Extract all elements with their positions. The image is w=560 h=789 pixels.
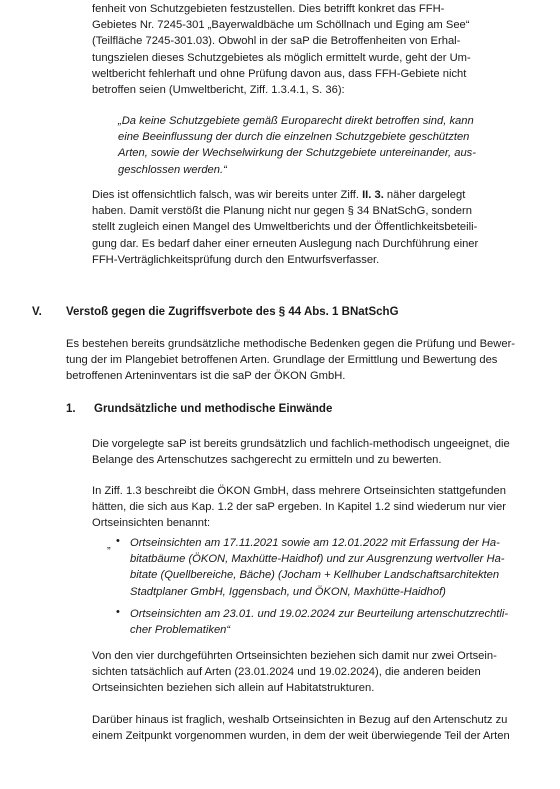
text-line: Ortseinsichten benannt:: [92, 517, 211, 530]
text-line: Gebietes Nr. 7245-301 „Bayerwaldbäche um Schöllnach und Eging am See“: [92, 19, 470, 32]
text-line: gung dar. Es bedarf daher einer erneuten Auslegung nach Durchführung einer: [92, 237, 479, 250]
text-line: stellt zugleich einen Mangel des Umweltberichts und der Öffentlichkeitsbeteili-: [92, 221, 478, 234]
text-line: betroffenen Arteninventars ist die saP der ÖKON GmbH.: [66, 370, 346, 383]
text-line: haben. Damit verstößt die Planung nicht nur gegen § 34 BNatSchG, sondern: [92, 205, 472, 218]
text-segment: Dies ist offensichtlich falsch, was wir bereits unter Ziff.: [92, 189, 363, 201]
blockquote-umweltbericht: [118, 113, 506, 178]
paragraph-ffh-gebiet: [92, 1, 516, 98]
text-line: Von den vier durchgeführten Ortseinsichten beziehen sich damit nur zwei Ortsein-: [92, 650, 497, 662]
bullet-line: Ortseinsichten am 23.01. und 19.02.2024 zur Beurteilung artenschutzrechtli-: [130, 608, 509, 620]
section-number: V.: [32, 306, 42, 318]
text-line: tung der im Plangebiet betroffenen Arten. Grundlage der Ermittlung und Bewertung des: [66, 354, 498, 367]
quote-line: „Da keine Schutzgebiete gemäß Europarecht direkt betroffen sind, kann: [118, 115, 474, 127]
bullet-line: cher Problematiken“: [130, 624, 231, 637]
section-title: Verstoß gegen die Zugriffsverbote des § 44 Abs. 1 BNatSchG: [66, 306, 399, 318]
text-segment: näher dargelegt: [383, 189, 466, 201]
text-line: Belange des Artenschutzes sachgerecht zu ermitteln und zu bewerten.: [92, 454, 442, 467]
bullet-marker: •: [116, 606, 120, 618]
text-line: [92, 187, 516, 203]
bullet-line: Ortseinsichten am 17.11.2021 sowie am 12.01.2022 mit Erfassung der Ha-: [130, 537, 500, 549]
text-line: Die vorgelegte saP ist bereits grundsätzlich und fachlich-methodisch ungeeignet, die: [92, 438, 510, 450]
quote-line: eine Beeinflussung der durch die einzelnen Schutzgebiete geschützten: [118, 131, 470, 144]
text-line: einem Zeitpunkt vorgenommen wurden, in dem der weit überwiegende Teil der Arten: [92, 730, 510, 743]
bullet-item-2: [130, 606, 508, 638]
bullet-line: bitatbäume (ÖKON, Maxhütte-Haidhof) und zur Ausgrenzung wertvoller Ha-: [130, 553, 505, 566]
subsection-number: 1.: [66, 403, 76, 415]
subsection-title: Grundsätzliche und methodische Einwände: [94, 403, 333, 415]
text-line: Es bestehen bereits grundsätzliche methodische Bedenken gegen die Prüfung und Bewer-: [66, 338, 516, 350]
text-line: In Ziff. 1.3 beschreibt die ÖKON GmbH, dass mehrere Ortseinsichten stattgefunden: [92, 485, 506, 497]
text-line: Darüber hinaus ist fraglich, weshalb Ortseinsichten in Bezug auf den Artenschutz zu: [92, 714, 508, 726]
text-line: Ortseinsichten beziehen sich allein auf Habitatstrukturen.: [92, 682, 375, 695]
bullet-line: bitate (Quellbereiche, Bäche) (Jocham + Kellhuber Landschaftsarchitekten: [130, 569, 500, 582]
quote-line: geschlossen werden.“: [118, 163, 227, 176]
paragraph-ortseinsichten: [92, 483, 516, 532]
paragraph-falsch: [92, 187, 516, 268]
quote-line: Arten, sowie der Wechselwirkung der Schutzgebiete untereinander, aus-: [118, 147, 476, 160]
text-line: tungszielen dieses Schutzgebietes als möglich ermittelt wurde, geht der Um-: [92, 51, 471, 64]
text-line: FFH-Verträglichkeitsprüfung durch den Entwurfsverfasser.: [92, 253, 380, 266]
paragraph-zeitpunkt: [92, 712, 516, 744]
bullet-marker: •: [116, 535, 120, 547]
reference-bold: II. 3.: [362, 189, 384, 201]
paragraph-vier-ortseinsichten: [92, 648, 516, 697]
text-line: hätten, die sich aus Kap. 1.2 der saP ergeben. In Kapitel 1.2 sind wiederum nur vier: [92, 501, 506, 514]
paragraph-sap-ungeeignet: [92, 436, 516, 468]
bullet-line: Stadtplaner GmbH, Iggensbach, und ÖKON, Maxhütte-Haidhof): [130, 585, 446, 598]
text-line: weltbericht fehlerhaft und ohne Prüfung davon aus, dass FFH-Gebiete nicht: [92, 67, 467, 80]
bullet-item-1: [130, 535, 508, 600]
opening-quote-mark: „: [107, 539, 111, 551]
text-line: fenheit von Schutzgebieten festzustellen. Dies betrifft konkret das FFH-: [92, 3, 445, 15]
text-line: sichten tatsächlich auf Arten (23.01.2024 und 19.02.2024), die anderen beiden: [92, 666, 481, 679]
paragraph-bedenken: [66, 336, 516, 385]
text-line: (Teilfläche 7245-301.03). Obwohl in der saP die Betroffenheiten von Erhal-: [92, 35, 461, 48]
text-line: betroffen seien (Umweltbericht, Ziff. 1.3.4.1, S. 36):: [92, 84, 345, 97]
